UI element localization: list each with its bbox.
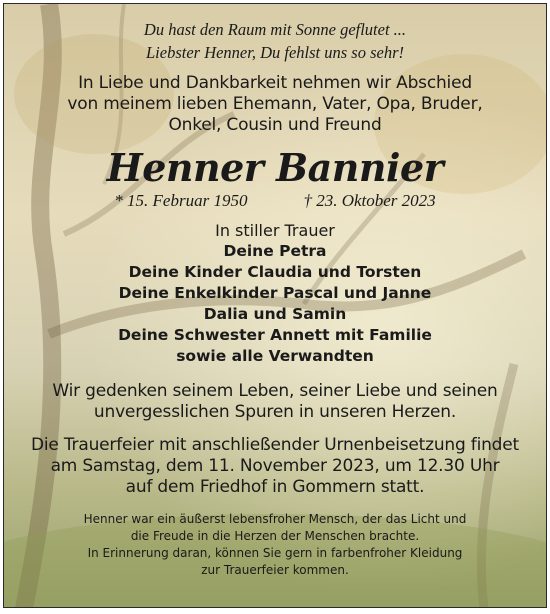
- mourner-line: Deine Kinder Claudia und Torsten: [128, 263, 422, 281]
- service-line: Die Trauerfeier mit anschließender Urnenbeisetzung findet: [31, 435, 519, 455]
- motto-line: Du hast den Raum mit Sonne geflutet ...: [143, 20, 407, 39]
- mourners-block: [4, 220, 546, 367]
- dress-code-note: [4, 511, 546, 579]
- intro-line: von meinem lieben Ehemann, Vater, Opa, Bruder,: [67, 94, 483, 114]
- death-date: † 23. Oktober 2023: [303, 191, 436, 210]
- mourners-lead: In stiller Trauer: [215, 221, 335, 240]
- mourner-line: Deine Enkelkinder Pascal und Janne: [118, 284, 432, 302]
- mourner-line: Deine Petra: [223, 242, 327, 260]
- note-line: die Freude in die Herzen der Menschen brachte.: [130, 529, 420, 543]
- note-line: zur Trauerfeier kommen.: [201, 563, 349, 577]
- mourner-line: Dalia und Samin: [203, 305, 347, 323]
- funeral-service-info: [4, 435, 546, 498]
- motto-line: Liebster Henner, Du fehlst uns so sehr!: [145, 43, 405, 62]
- obituary-card: [3, 3, 547, 608]
- intro-line: Onkel, Cousin und Freund: [168, 115, 382, 135]
- motto-quote: [4, 18, 546, 64]
- intro-line: In Liebe und Dankbarkeit nehmen wir Abschied: [78, 73, 472, 93]
- mourner-line: sowie alle Verwandten: [176, 347, 374, 365]
- condolence-line: unvergesslichen Spuren in unseren Herzen.: [93, 402, 457, 422]
- service-line: auf dem Friedhof in Gommern statt.: [125, 477, 425, 497]
- intro-text: [4, 73, 546, 136]
- life-dates: [4, 190, 546, 212]
- condolence-text: [4, 381, 546, 423]
- obituary-text: [4, 4, 546, 579]
- birth-date: * 15. Februar 1950: [114, 191, 248, 210]
- deceased-name: Henner Bannier: [106, 145, 444, 190]
- note-line: In Erinnerung daran, können Sie gern in farbenfroher Kleidung: [87, 546, 463, 560]
- service-line: am Samstag, dem 11. November 2023, um 12.30 Uhr: [50, 456, 500, 476]
- condolence-line: Wir gedenken seinem Leben, seiner Liebe und seinen: [52, 381, 498, 401]
- note-line: Henner war ein äußerst lebensfroher Mensch, der das Licht und: [83, 512, 467, 526]
- mourner-line: Deine Schwester Annett mit Familie: [118, 326, 432, 344]
